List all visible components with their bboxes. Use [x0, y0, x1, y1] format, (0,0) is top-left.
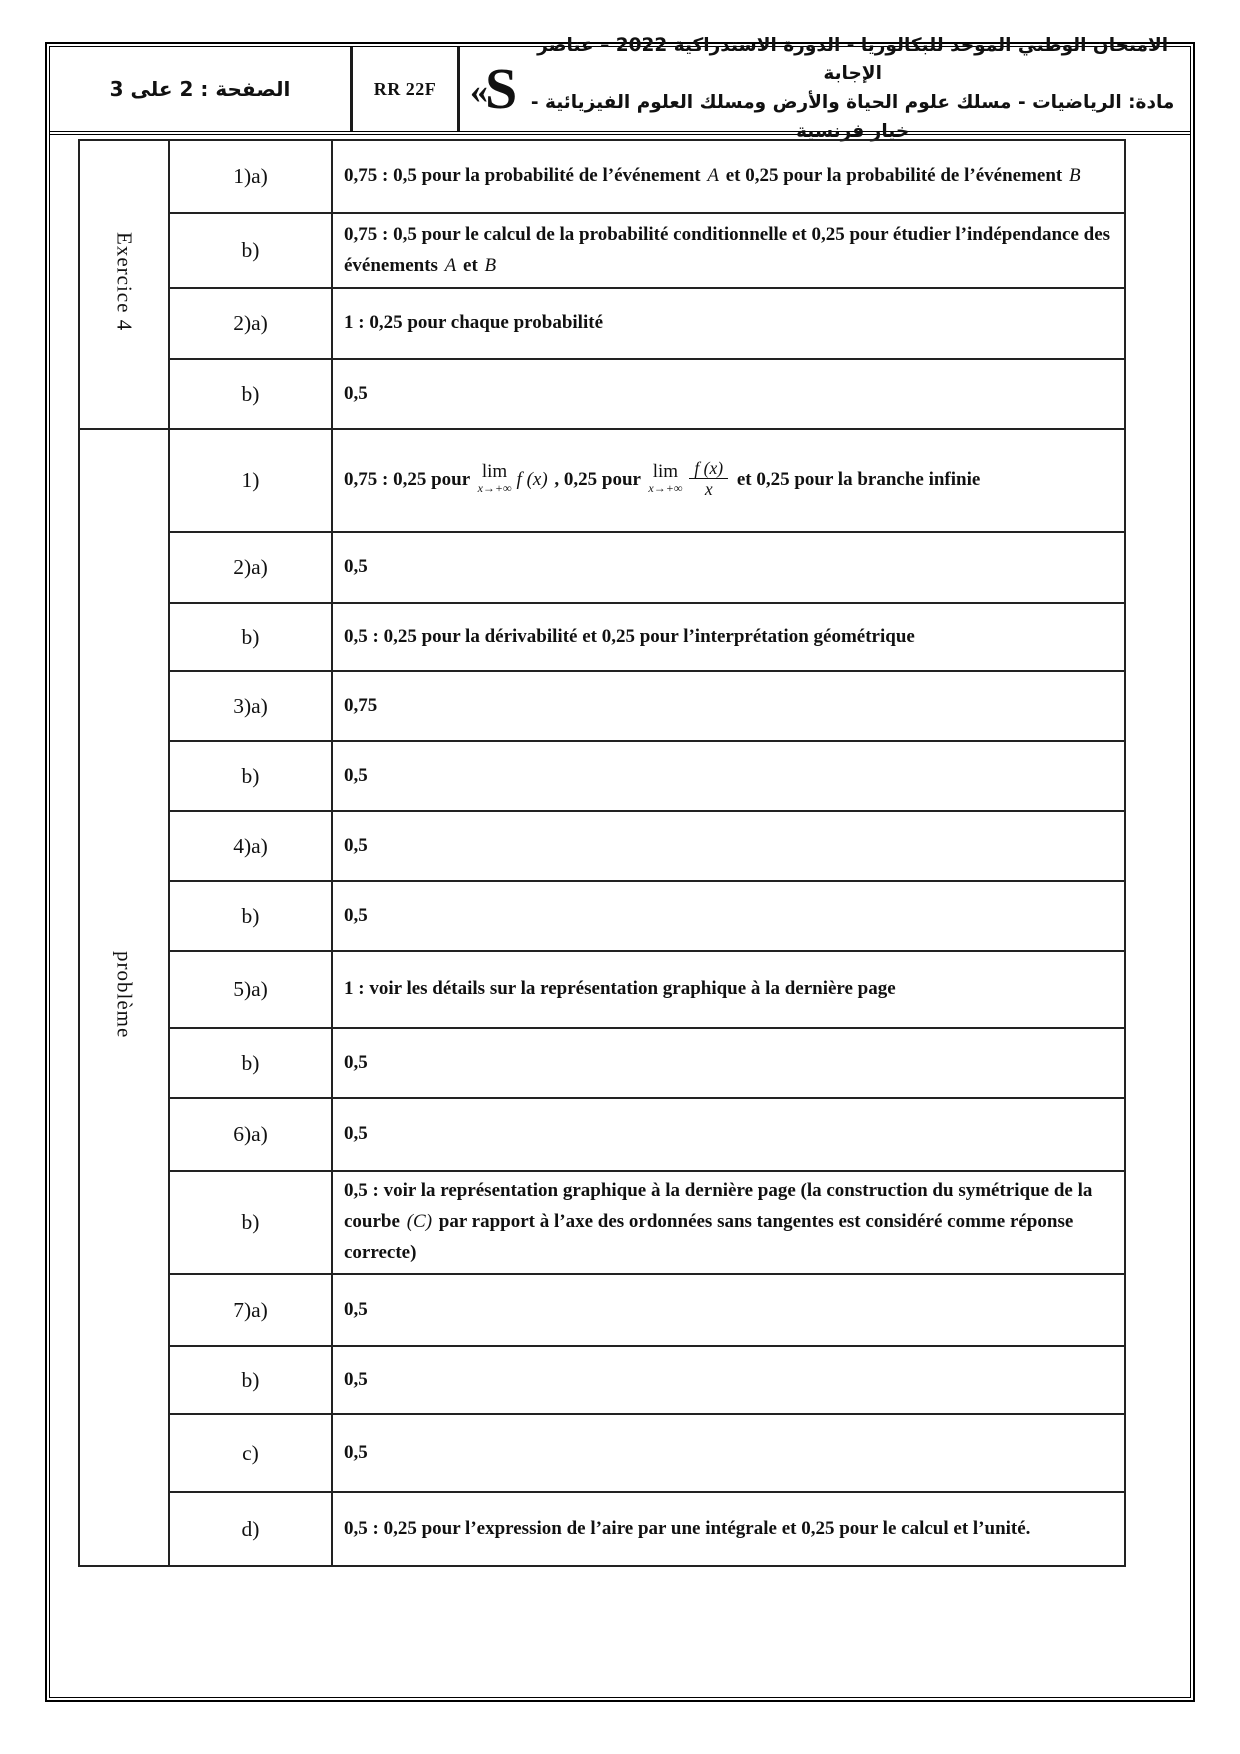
- question-number-cell: b): [169, 1028, 332, 1098]
- question-number-cell: 2)a): [169, 288, 332, 359]
- answer-cell: 0,75: [332, 671, 1125, 741]
- section-label-text: Exercice 4: [112, 232, 137, 332]
- section-label-text: problème: [112, 951, 137, 1039]
- table-row: [79, 603, 1125, 671]
- table-row: [79, 288, 1125, 359]
- answer-cell: 0,5: [332, 359, 1125, 429]
- question-number-cell: 4)a): [169, 811, 332, 881]
- answer-cell: 0,5: [332, 1274, 1125, 1346]
- answer-cell: 0,5: [332, 1414, 1125, 1492]
- table-row: [79, 811, 1125, 881]
- limit-notation: lim x→+∞: [477, 461, 512, 496]
- question-number-cell: 5)a): [169, 951, 332, 1028]
- section-label: [79, 429, 169, 1566]
- table-row: [79, 532, 1125, 603]
- answer-cell: 1 : 0,25 pour chaque probabilité: [332, 288, 1125, 359]
- answer-cell: 0,5: [332, 741, 1125, 811]
- fraction-notation: $\frac{f (x)}{x}$: [689, 458, 728, 499]
- table-row: [79, 1171, 1125, 1274]
- org-logo-icon: [470, 56, 518, 121]
- limit-notation: lim x→+∞: [648, 461, 683, 496]
- question-number-cell: b): [169, 741, 332, 811]
- question-number-cell: b): [169, 881, 332, 951]
- answer-cell: 0,5: [332, 1346, 1125, 1414]
- exam-title-line1: الامتحان الوطني الموحد للبكالوريا - الدورة الاستدراكية 2022 – عناصر الإجابة: [537, 34, 1169, 85]
- table-row: [79, 1028, 1125, 1098]
- answer-cell: 0,75 : 0,25 pour lim x→+∞ f (x) , 0,25 pour lim x→+∞ $\frac{f (x)}{x}$ et 0,25 pour la branche infinie: [332, 429, 1125, 532]
- question-number-cell: 1): [169, 429, 332, 532]
- question-number-cell: b): [169, 359, 332, 429]
- question-number-cell: b): [169, 1346, 332, 1414]
- answer-cell: 0,75 : 0,5 pour la probabilité de l’événement A et 0,25 pour la probabilité de l’événement B: [332, 140, 1125, 213]
- page-header: [50, 34, 1190, 142]
- table-row: [79, 1492, 1125, 1566]
- table-row: [79, 140, 1125, 213]
- page-number-cell: [50, 47, 350, 131]
- answer-cell: 1 : voir les détails sur la représentation graphique à la dernière page: [332, 951, 1125, 1028]
- marking-table-body: [79, 140, 1125, 1566]
- table-row: [79, 951, 1125, 1028]
- exam-code-label: RR 22F: [373, 78, 437, 99]
- table-row: [79, 1098, 1125, 1171]
- answer-cell: 0,5: [332, 532, 1125, 603]
- table-row: [79, 429, 1125, 532]
- exam-code-cell: [353, 47, 457, 131]
- section-label: [79, 140, 169, 429]
- table-row: [79, 359, 1125, 429]
- question-number-cell: b): [169, 213, 332, 288]
- table-row: [79, 1414, 1125, 1492]
- logo-guillemet-glyph: «: [470, 71, 488, 111]
- question-number-cell: c): [169, 1414, 332, 1492]
- table-row: [79, 741, 1125, 811]
- question-number-cell: 6)a): [169, 1098, 332, 1171]
- answer-cell: 0,5: [332, 811, 1125, 881]
- marking-table: [78, 139, 1126, 1567]
- question-number-cell: b): [169, 603, 332, 671]
- question-number-cell: 2)a): [169, 532, 332, 603]
- question-number-cell: d): [169, 1492, 332, 1566]
- question-number-cell: b): [169, 1171, 332, 1274]
- answer-cell: 0,5: [332, 1098, 1125, 1171]
- exam-title-block: [523, 32, 1182, 147]
- answer-cell: 0,5: [332, 881, 1125, 951]
- answer-cell: 0,5: [332, 1028, 1125, 1098]
- table-row: [79, 213, 1125, 288]
- table-row: [79, 1346, 1125, 1414]
- page-frame-inner: [49, 34, 1191, 1698]
- answer-cell: 0,5 : 0,25 pour la dérivabilité et 0,25 pour l’interprétation géométrique: [332, 603, 1125, 671]
- page-frame: [45, 34, 1195, 1702]
- question-number-cell: 3)a): [169, 671, 332, 741]
- table-row: [79, 671, 1125, 741]
- page-number-label: الصفحة : 2 على 3: [109, 77, 291, 101]
- logo-letter-glyph: S: [485, 56, 518, 121]
- answer-cell: 0,5 : voir la représentation graphique à la dernière page (la construction du symétrique de la courbe (C) par rapport à l’axe des ordonnées sans tangentes est considéré comme réponse correcte): [332, 1171, 1125, 1274]
- exam-title-cell: [460, 34, 1190, 142]
- page-content: [50, 135, 1190, 1697]
- question-number-cell: 7)a): [169, 1274, 332, 1346]
- answer-cell: 0,75 : 0,5 pour le calcul de la probabilité conditionnelle et 0,25 pour étudier l’indépendance des événements A et B: [332, 213, 1125, 288]
- table-row: [79, 881, 1125, 951]
- table-row: [79, 1274, 1125, 1346]
- exam-title-line2: مادة: الرياضيات - مسلك علوم الحياة والأرض ومسلك العلوم الفيزيائية - خيار فرنسية: [530, 92, 1175, 142]
- answer-cell: 0,5 : 0,25 pour l’expression de l’aire par une intégrale et 0,25 pour le calcul et l’unité.: [332, 1492, 1125, 1566]
- question-number-cell: 1)a): [169, 140, 332, 213]
